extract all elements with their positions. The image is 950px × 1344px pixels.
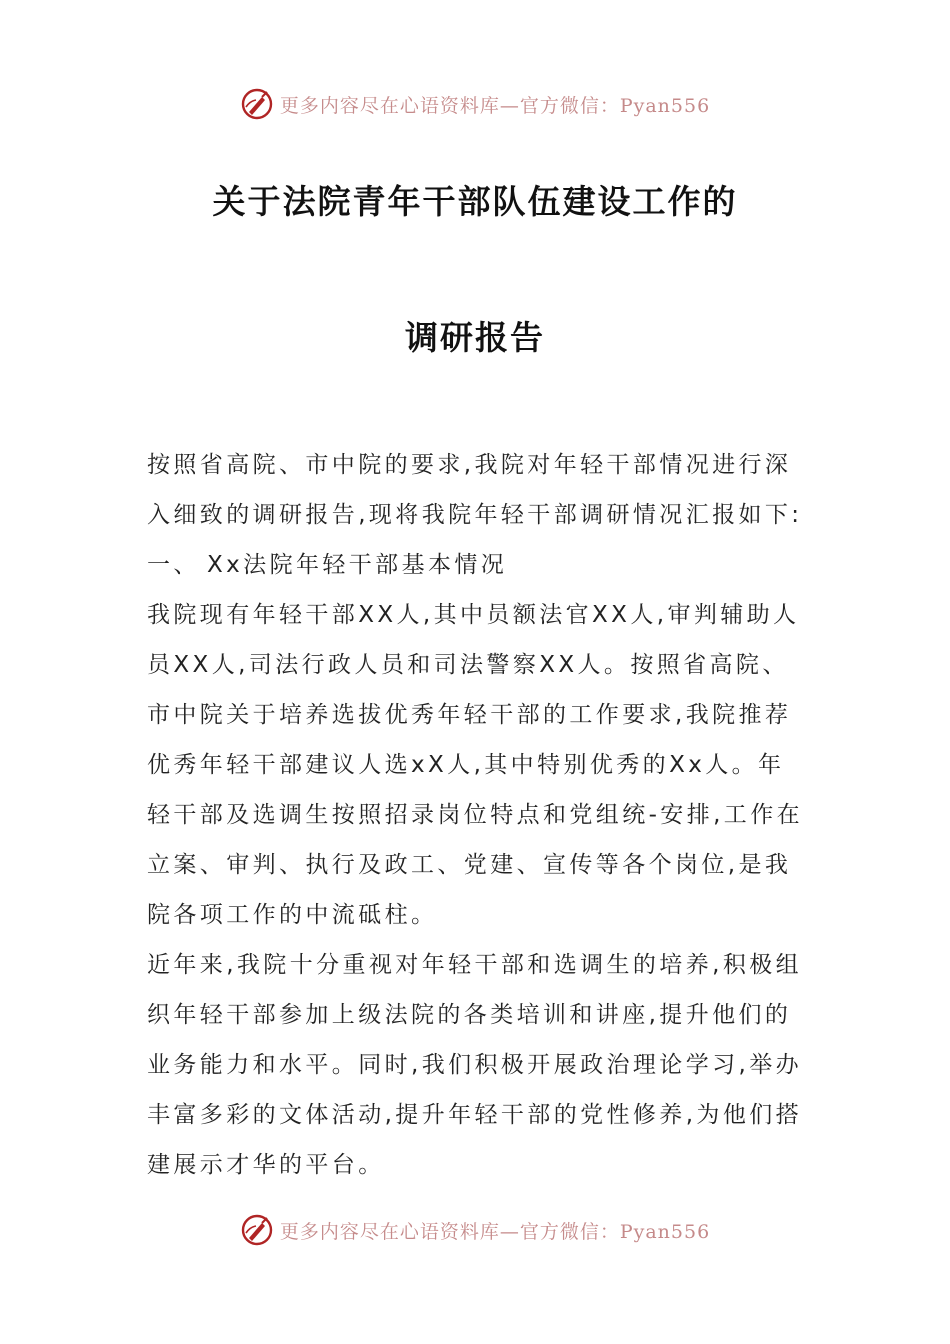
pen-logo-icon bbox=[240, 1213, 274, 1247]
pen-logo-icon bbox=[240, 87, 274, 121]
section-heading bbox=[147, 540, 809, 590]
intro-paragraph: 按照省高院、市中院的要求,我院对年轻干部情况进行深入细致的调研报告,现将我院年轻干部调研情况汇报如下: bbox=[147, 452, 803, 528]
watermark-text: 更多内容尽在心语资料库—官方微信：Pyan556 bbox=[279, 94, 711, 117]
header-watermark bbox=[0, 84, 950, 124]
footer-watermark bbox=[0, 1210, 950, 1250]
section-title: Xx法院年轻干部基本情况 bbox=[207, 552, 508, 578]
body-paragraph: 我院现有年轻干部XX人,其中员额法官XX人,审判辅助人员XX人,司法行政人员和司法警察XX人。按照省高院、市中院关于培养选拔优秀年轻干部的工作要求,我院推荐优秀年轻干部建议人选xX人,其中特别优秀的Xx人。年轻干部及选调生按照招录岗位特点和党组统-安排,工作在立案、审判、执行及政工、党建、宣传等各个岗位,是我院各项工作的中流砥柱。 bbox=[147, 602, 804, 928]
document-title-line-1: 关于法院青年干部队伍建设工作的 bbox=[212, 182, 738, 221]
section-number: 一、 bbox=[147, 552, 200, 578]
body-paragraph: 近年来,我院十分重视对年轻干部和选调生的培养,积极组织年轻干部参加上级法院的各类培训和讲座,提升他们的业务能力和水平。同时,我们积极开展政治理论学习,举办丰富多彩的文体活动,提升年轻干部的党性修养,为他们搭建展示才华的平台。 bbox=[147, 952, 803, 1178]
document-title-line-2: 调研报告 bbox=[405, 318, 545, 357]
document-body bbox=[147, 440, 809, 1190]
watermark-text: 更多内容尽在心语资料库—官方微信：Pyan556 bbox=[279, 1220, 711, 1243]
